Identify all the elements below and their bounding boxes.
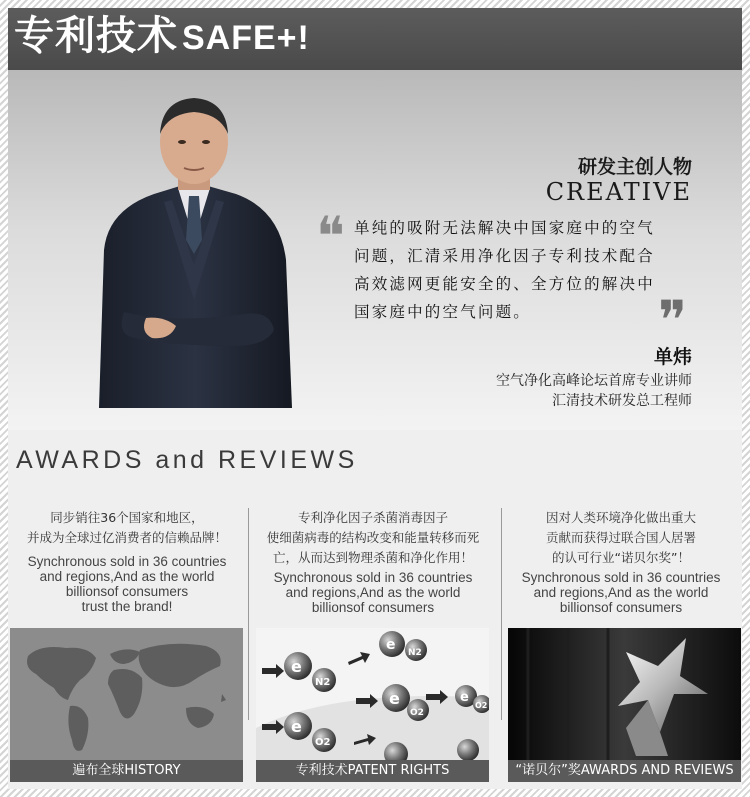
trophy-image [508,628,741,760]
text-line: billionsof consumers [311,600,435,615]
award-en-text [256,570,490,615]
quote-open-icon: ❝ [316,205,346,268]
award-cn-text [504,508,738,568]
text-line: Synchronous sold in 36 countries [273,570,473,585]
page-title-en: SAFE+! [182,19,310,57]
electron-label: e [389,689,400,708]
molecule-illustration [256,628,489,760]
creator-role-en: CREATIVE [545,178,692,206]
award-column-patent [256,508,490,615]
creator-title-2: 汇清技术研发总工程师 [552,393,692,409]
awards-heading: AWARDS and REVIEWS [16,446,358,474]
text-line: and regions,And as the world [533,585,709,600]
world-map-icon [10,628,243,760]
nitrogen-label: N2 [408,648,422,658]
text-line: 同步销往36个国家和地区， [50,510,204,525]
electron-label: e [291,717,302,736]
caption-patent: 专利技术PATENT RIGHTS [256,760,489,782]
oxygen-label: O2 [410,708,424,718]
electron-label: e [386,637,396,653]
text-line: Synchronous sold in 36 countries [27,554,227,569]
text-line: trust the brand! [81,599,173,614]
quote-close-icon: ❞ [658,289,688,352]
caption-history: 遍布全球HISTORY [10,760,243,782]
text-line: 的认可行业“诺贝尔奖”！ [552,550,690,565]
quote-line: 问题，汇清采用净化因子专利技术配合 [354,247,655,265]
award-cn-text [10,508,244,548]
creator-name: 单炜 [653,346,692,368]
electron-label: e [291,657,302,676]
electron-label: e [460,690,469,705]
text-line: 专利净化因子杀菌消毒因子 [297,510,448,525]
molecule-image [256,628,489,760]
quote-line: 高效滤网更能安全的、全方位的解决中 [354,275,655,293]
column-divider [248,508,249,720]
award-column-nobel [504,508,738,615]
page-frame [8,8,742,789]
oxygen-label: O2 [315,737,331,748]
oxygen-label: O2 [475,701,488,710]
star-trophy-icon [508,628,741,760]
creator-role-cn: 研发主创人物 [577,156,692,178]
world-map-image [10,628,243,760]
award-en-text [10,554,244,614]
nitrogen-label: N2 [315,677,331,688]
text-line: 使细菌病毒的结构改变和能量转移而死 [266,530,480,545]
creator-portrait [94,90,294,408]
text-line: and regions,And as the world [39,569,215,584]
page-title [14,12,310,62]
award-column-history [10,508,244,614]
caption-awards: “诺贝尔”奖AWARDS AND REVIEWS [508,760,741,782]
quote-line: 单纯的吸附无法解决中国家庭中的空气 [354,219,655,237]
text-line: 因对人类环境净化做出重大 [545,510,696,525]
creator-section [8,70,742,430]
award-en-text [504,570,738,615]
text-line: 亡，从而达到物理杀菌和净化作用！ [272,550,473,565]
text-line: Synchronous sold in 36 countries [521,570,721,585]
column-divider [501,508,502,720]
header-bar [8,8,742,70]
quote-line: 国家庭中的空气问题。 [354,303,532,321]
text-line: and regions,And as the world [285,585,461,600]
page-title-cn: 专利技术 [14,13,178,59]
creator-quote [354,214,700,326]
award-cn-text [256,508,490,568]
text-line: 并成为全球过亿消费者的信赖品牌！ [26,530,227,545]
creator-title-1: 空气净化高峰论坛首席专业讲师 [496,373,692,389]
text-line: billionsof consumers [559,600,683,615]
text-line: 贡献而获得过联合国人居署 [545,530,696,545]
text-line: billionsof consumers [65,584,189,599]
